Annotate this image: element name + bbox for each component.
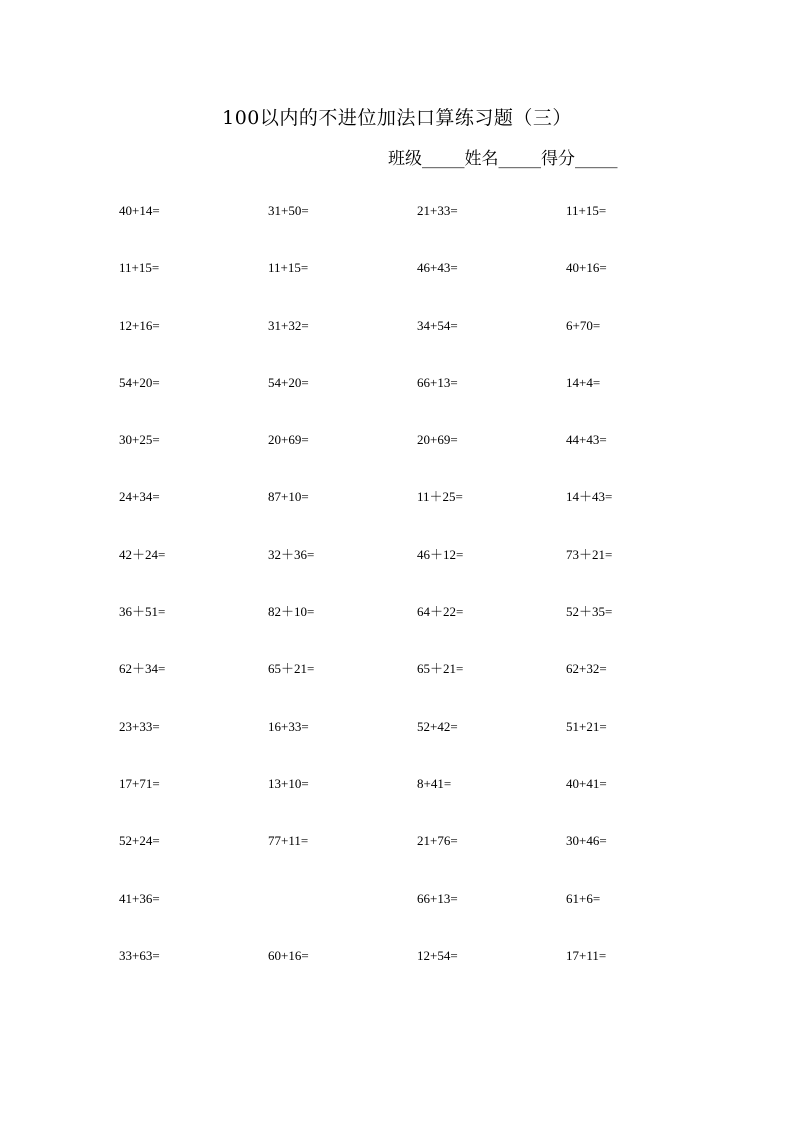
- problem-item: 62＋34=: [119, 661, 166, 677]
- problem-item: 12+54=: [417, 947, 458, 963]
- problem-item: 64＋22=: [417, 604, 464, 620]
- problem-item: 46＋12=: [417, 546, 464, 562]
- problem-item: 54+20=: [268, 374, 309, 390]
- problem-item: 34+54=: [417, 317, 458, 333]
- problem-item: 21+33=: [417, 203, 458, 218]
- problem-item: 13+10=: [268, 775, 309, 791]
- page-title: 100以内的不进位加法口算练习题（三）: [222, 107, 572, 129]
- problem-item: 20+69=: [417, 432, 458, 448]
- problem-item: 41+36=: [119, 890, 160, 906]
- problem-item: 21+76=: [417, 833, 458, 849]
- problem-item: 32＋36=: [268, 546, 315, 562]
- student-info-line: 班级_____姓名_____得分_____: [388, 149, 618, 169]
- problem-item: 40+16=: [566, 260, 607, 276]
- problem-item: 17+71=: [119, 775, 160, 791]
- problem-item: 36＋51=: [119, 604, 166, 620]
- problem-item: 54+20=: [119, 374, 160, 390]
- problem-item: 12+16=: [119, 317, 160, 333]
- problem-item: 73＋21=: [566, 546, 613, 562]
- problem-item: 30+46=: [566, 833, 607, 849]
- problem-item: 60+16=: [268, 947, 309, 963]
- problem-item: 52+24=: [119, 833, 160, 849]
- problem-item: 23+33=: [119, 718, 160, 734]
- problem-item: 11+15=: [119, 260, 160, 276]
- problem-item: 46+43=: [417, 260, 458, 276]
- problem-item: 65＋21=: [268, 661, 315, 677]
- problem-item: 24+34=: [119, 489, 160, 505]
- problem-item: 82＋10=: [268, 604, 315, 620]
- problem-item: 52+42=: [417, 718, 458, 734]
- problem-item: 62+32=: [566, 661, 607, 677]
- problem-item: 11＋25=: [417, 489, 463, 505]
- problem-item-empty: [268, 888, 417, 945]
- problem-grid: [119, 200, 719, 1002]
- problem-item: 30+25=: [119, 432, 160, 448]
- problem-item: 87+10=: [268, 489, 309, 505]
- problem-item: 77+11=: [268, 833, 309, 849]
- problem-item: 51+21=: [566, 718, 607, 734]
- problem-item: 31+32=: [268, 317, 309, 333]
- problem-item: 40+41=: [566, 775, 607, 791]
- problem-item: 14＋43=: [566, 489, 613, 505]
- problem-item: 42＋24=: [119, 546, 166, 562]
- problem-item: 8+41=: [417, 775, 452, 791]
- problem-item: 66+13=: [417, 374, 458, 390]
- problem-item: 61+6=: [566, 890, 601, 906]
- problem-item: 40+14=: [119, 203, 160, 218]
- problem-item: 66+13=: [417, 890, 458, 906]
- problem-item: 33+63=: [119, 947, 160, 963]
- problem-item: 6+70=: [566, 317, 601, 333]
- problem-item: 31+50=: [268, 203, 309, 218]
- problem-item: 11+15=: [268, 260, 309, 276]
- problem-item: 44+43=: [566, 432, 607, 448]
- problem-item: 52＋35=: [566, 604, 613, 620]
- problem-item: 65＋21=: [417, 661, 464, 677]
- problem-item: 14+4=: [566, 374, 601, 390]
- problem-item: 17+11=: [566, 947, 607, 963]
- problem-item: 20+69=: [268, 432, 309, 448]
- problem-item: 11+15=: [566, 203, 607, 218]
- problem-item: 16+33=: [268, 718, 309, 734]
